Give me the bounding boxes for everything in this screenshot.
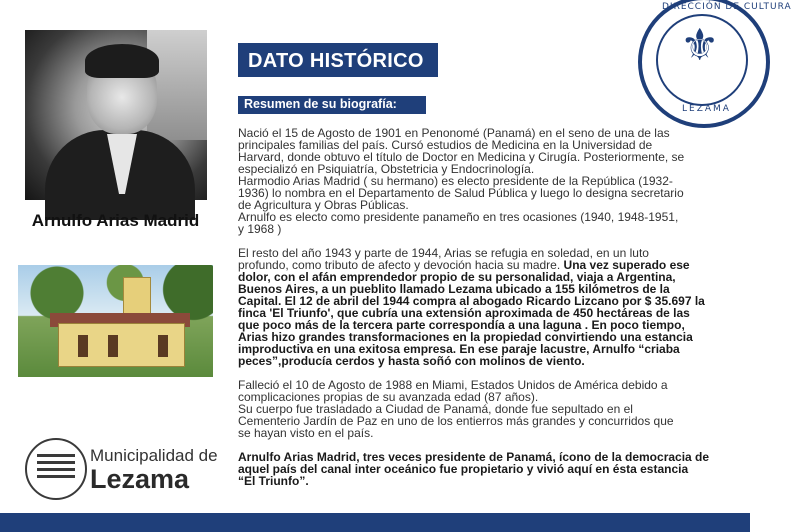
fleur-de-lis-icon: ⚜ xyxy=(680,20,720,71)
text-line: complicaciones propias de su avanzada edad (87 años). xyxy=(238,390,539,404)
text-line: profundo, como tributo de afecto y devoción hacia su madre. xyxy=(238,258,564,272)
text-line: Cementerio Jardín de Paz en uno de los entierros más grandes y concurridos que xyxy=(238,414,674,428)
page-title: DATO HISTÓRICO xyxy=(248,50,424,72)
text-line: principales familias del país. Cursó estudios de Medicina en la Universidad de xyxy=(238,138,653,152)
biography-text xyxy=(238,127,723,499)
text-line: Harvard, donde obtuvo el título de Doctor en Medicina y Cirugía. Posteriormente, se xyxy=(238,150,685,164)
stamp-top-text: DIRECCIÓN DE CULTURA xyxy=(662,2,792,12)
text-line: Harmodio Arias Madrid ( su hermano) es electo presidente de la República (1932- xyxy=(238,174,673,188)
text-line-bold: improductiva en una exitosa empresa. En ese paraje lacustre, Arnulfo “criaba xyxy=(238,342,680,356)
text-line-bold: finca 'El Triunfo', que cubría una extensión aproximada de 450 hectáreas de las xyxy=(238,306,690,320)
paragraph-lezama xyxy=(238,247,723,367)
municipality-logo xyxy=(25,438,225,498)
text-line-bold: peces”,producía cerdos y hasta soñó con molinos de viento. xyxy=(238,354,585,368)
subtitle-banner xyxy=(238,96,426,114)
text-line-bold: aquel país del canal inter oceánico fue propietario y vivió aquí en ésta estancia xyxy=(238,462,689,476)
paragraph-death xyxy=(238,379,723,439)
page-subtitle: Resumen de su biografía: xyxy=(244,97,397,111)
logo-line2: Lezama xyxy=(90,464,190,494)
paragraph-early-life xyxy=(238,127,723,235)
text-line-bold: “El Triunfo”. xyxy=(238,474,309,488)
text-line: se hayan visto en el país. xyxy=(238,426,374,440)
text-line: Su cuerpo fue trasladado a Ciudad de Panamá, donde fue sepultado en el xyxy=(238,402,633,416)
text-line: Nació el 15 de Agosto de 1901 en Penonomé (Panamá) en el seno de una de las xyxy=(238,126,670,140)
text-line-bold: que poco más de la tercera parte correspondía a una laguna . En poco tiempo, xyxy=(238,318,685,332)
stamp-bottom-text: LEZAMA xyxy=(682,104,731,114)
logo-line1: Municipalidad de xyxy=(90,446,218,465)
text-line-bold: dolor, con el afán emprendedor propio de su personalidad, viaja a Argentina, xyxy=(238,270,676,284)
cultura-stamp xyxy=(638,0,792,128)
text-line-bold: Capital. El 12 de abril del 1944 compra al abogado Ricardo Lizcano por $ 35.697 la xyxy=(238,294,705,308)
text-line: Falleció el 10 de Agosto de 1988 en Miami, Estados Unidos de América debido a xyxy=(238,378,668,392)
text-line: El resto del año 1943 y parte de 1944, Arias se refugia en soledad, en un luto xyxy=(238,246,649,260)
text-line: y 1968 ) xyxy=(238,222,282,236)
estancia-photo xyxy=(18,265,213,377)
text-line: 1936) lo nombra en el Departamento de Salud Pública y luego lo designa secretario xyxy=(238,186,684,200)
text-line-bold: Buenos Aires, a un pueblito llamado Lezama ubicado a 155 kilómetros de la xyxy=(238,282,670,296)
footer-bar xyxy=(0,513,750,532)
page-title-banner xyxy=(238,43,438,77)
paragraph-conclusion xyxy=(238,451,723,487)
text-line-bold: Una vez superado ese xyxy=(563,258,690,272)
municipality-emblem-icon xyxy=(25,438,87,500)
text-line-bold: Arnulfo Arias Madrid, tres veces presidente de Panamá, ícono de la democracia de xyxy=(238,450,710,464)
portrait-caption: Arnulfo Arias Madrid xyxy=(31,211,200,230)
text-line: de Agricultura y Obras Públicas. xyxy=(238,198,409,212)
portrait-photo xyxy=(25,30,207,200)
text-line: especializó en Psiquiatría, Obstetricia y Endocrinología. xyxy=(238,162,535,176)
text-line: Arnulfo es electo como presidente panameño en tres ocasiones (1940, 1948-1951, xyxy=(238,210,679,224)
text-line-bold: Arias hizo grandes transformaciones en la propiedad convirtiendo una estancia xyxy=(238,330,693,344)
